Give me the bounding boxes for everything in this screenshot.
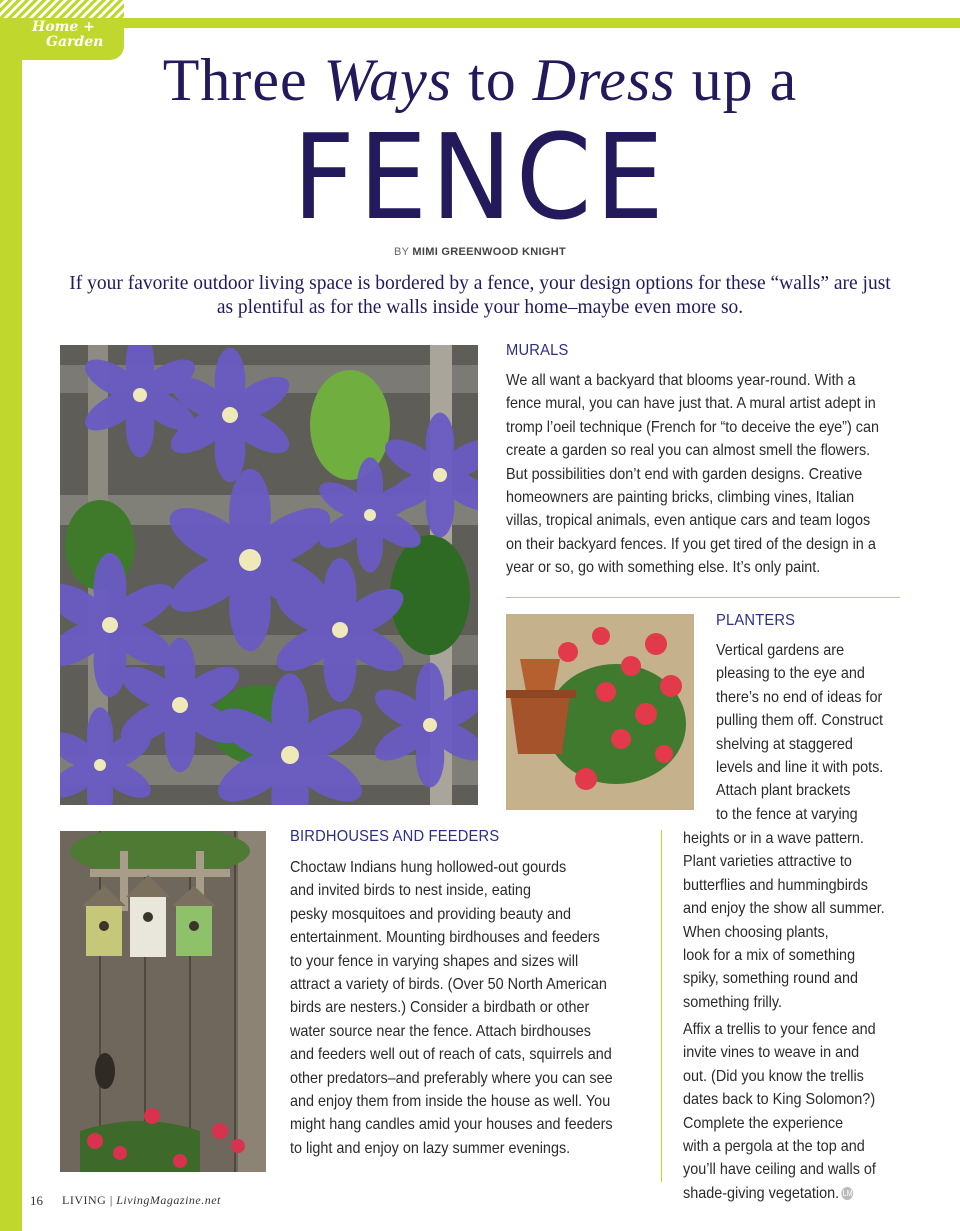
- footer-separator: |: [106, 1193, 117, 1207]
- intro-deck: If your favorite outdoor living space is bordered by a fence, your design options for these “walls” are just as plentiful as for the walls inside your home–maybe even more so.: [69, 273, 891, 318]
- birdhouses-line: birds are nesters.) Consider a birdbath or other: [290, 999, 590, 1017]
- birdhouses-line: attract a variety of birds. (Over 50 North American: [290, 976, 607, 994]
- planters-line: Attach plant brackets: [716, 782, 851, 800]
- planters-line: to the fence at varying: [716, 805, 858, 823]
- birdhouses-line: and feeders well out of reach of cats, squirrels and: [290, 1046, 612, 1064]
- title-part1: Three: [162, 47, 324, 113]
- planters-line: pleasing to the eye and: [716, 665, 865, 683]
- planters-line: Affix a trellis to your fence and: [683, 1021, 876, 1038]
- planters-text-upper: [716, 639, 914, 826]
- footer-website-link[interactable]: LivingMagazine.net: [116, 1193, 221, 1207]
- murals-line: fence mural, you can have just that. A mural artist adept in: [506, 395, 876, 413]
- birdhouses-line: and invited birds to nest inside, eating: [290, 882, 531, 900]
- murals-line: villas, tropical animals, even antique cars and team logos: [506, 512, 871, 530]
- birdhouses-line: to light and enjoy on lazy summer evenings.: [290, 1139, 571, 1157]
- murals-line: create a garden so real you can almost smell the flowers.: [506, 442, 871, 460]
- birdhouses-line: Choctaw Indians hung hollowed-out gourds: [290, 859, 567, 876]
- murals-line: on their backyard fences. If you get tired of the design in a: [506, 535, 876, 553]
- birdhouses-line: pesky mosquitoes and providing beauty and: [290, 905, 571, 923]
- planters-vertical-rule: [661, 830, 662, 1182]
- planters-line-last: [683, 1182, 913, 1205]
- byline-prefix: BY: [393, 246, 413, 258]
- footer-magazine-name: LIVING: [62, 1193, 107, 1207]
- birdhouse-fence-photo: [60, 831, 266, 1172]
- planters-line: butterflies and hummingbirds: [683, 876, 868, 894]
- planters-line: look for a mix of something: [683, 947, 856, 965]
- left-accent-bar: [0, 0, 22, 1231]
- birdhouses-line: entertainment. Mounting birdhouses and feeders: [290, 929, 600, 947]
- planters-line: dates back to King Solomon?): [683, 1091, 876, 1109]
- planters-text-middle: [683, 827, 913, 1014]
- murals-line: We all want a backyard that blooms year-round. With a: [506, 372, 856, 389]
- article-title-fence: FENCE: [292, 108, 668, 246]
- article-title: [0, 46, 960, 115]
- birdhouses-text: [290, 856, 641, 1160]
- planters-line: and enjoy the show all summer.: [683, 900, 885, 918]
- title-ways: Ways: [323, 47, 453, 113]
- murals-divider: [506, 597, 900, 598]
- title-part2: to: [452, 47, 533, 113]
- planters-text-lower: [683, 1018, 913, 1205]
- top-stripe-pattern: [0, 0, 124, 18]
- byline-author: MIMI GREENWOOD KNIGHT: [412, 246, 566, 258]
- byline: [0, 246, 960, 258]
- planters-line: you’ll have ceiling and walls of: [683, 1161, 876, 1179]
- section-tab-line1: Home +: [32, 19, 95, 35]
- murals-heading: MURALS: [506, 342, 569, 359]
- end-mark-icon: LM: [842, 1189, 853, 1199]
- planters-line: pulling them off. Construct: [716, 712, 884, 730]
- murals-line: tromp l’oeil technique (French for “to deceive the eye”) can: [506, 418, 879, 436]
- planters-last-text: shade-giving vegetation.: [683, 1184, 840, 1202]
- planters-line: When choosing plants,: [683, 923, 829, 941]
- murals-text: [506, 369, 900, 580]
- clematis-fence-photo: [60, 345, 478, 805]
- planters-line: Vertical gardens are: [716, 642, 845, 659]
- planters-line: out. (Did you know the trellis: [683, 1067, 864, 1085]
- top-accent-rule: [124, 18, 960, 28]
- birdhouses-line: and enjoy them from inside the house as well. You: [290, 1093, 611, 1111]
- murals-line: But possibilities don’t end with garden designs. Creative: [506, 465, 863, 483]
- planters-line: with a pergola at the top and: [683, 1138, 865, 1156]
- geranium-planter-photo: [506, 614, 694, 810]
- title-dress: Dress: [532, 47, 676, 113]
- planters-line: Plant varieties attractive to: [683, 853, 852, 871]
- planters-heading: PLANTERS: [716, 612, 796, 629]
- planters-line: Complete the experience: [683, 1114, 844, 1132]
- birdhouses-line: might hang candles amid your houses and feeders: [290, 1116, 613, 1134]
- planters-line: levels and line it with pots.: [716, 759, 884, 777]
- title-part3: up a: [675, 47, 798, 113]
- planters-line: heights or in a wave pattern.: [683, 830, 864, 847]
- page-number: 16: [30, 1193, 43, 1208]
- birdhouses-line: water source near the fence. Attach birdhouses: [290, 1022, 591, 1040]
- planters-line: spiky, something round and: [683, 970, 859, 988]
- murals-line: year or so, go with something else. It’s only paint.: [506, 559, 821, 577]
- section-tab-line2: Garden: [46, 34, 104, 50]
- planters-line: there’s no end of ideas for: [716, 688, 883, 706]
- footer-magazine: [62, 1193, 221, 1208]
- planters-line: shelving at staggered: [716, 735, 853, 753]
- planters-line: invite vines to weave in and: [683, 1044, 860, 1062]
- birdhouses-heading: BIRDHOUSES AND FEEDERS: [290, 828, 500, 845]
- murals-line: homeowners are painting bricks, climbing vines, Italian: [506, 489, 855, 507]
- birdhouses-line: to your fence in varying shapes and sizes will: [290, 952, 579, 970]
- birdhouses-line: other predators–and preferably where you can see: [290, 1069, 613, 1087]
- planters-line: something frilly.: [683, 993, 782, 1011]
